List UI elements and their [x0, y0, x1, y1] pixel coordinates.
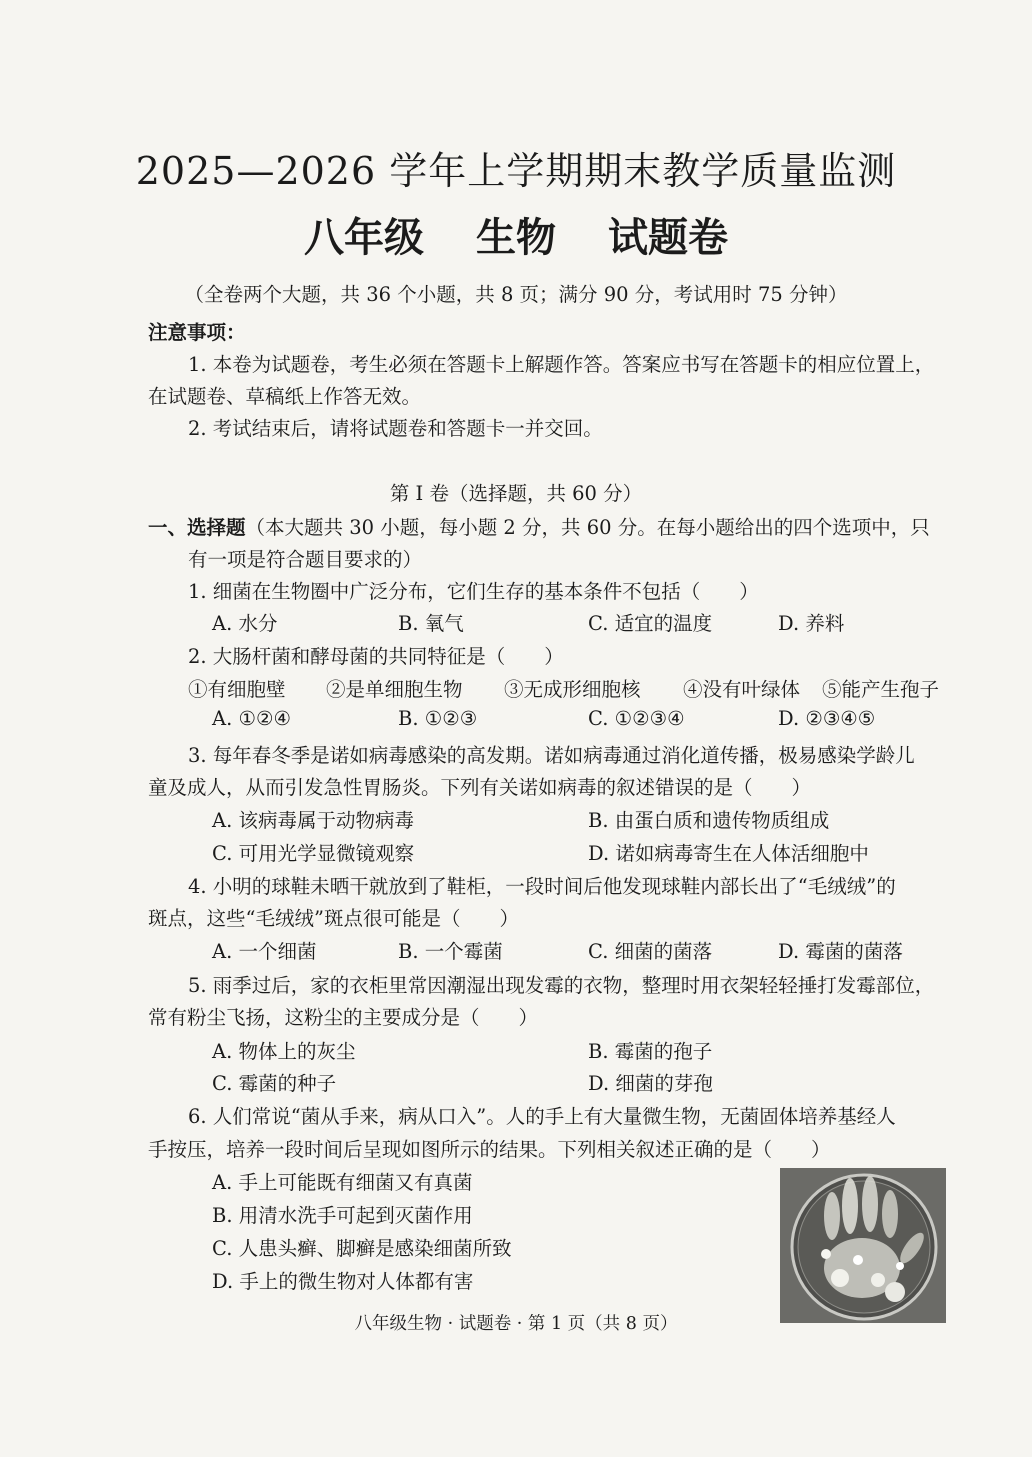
question-5-option-b: B. 霉菌的孢子	[588, 1040, 713, 1063]
question-6-stem-line-1: 6. 人们常说“菌从手来，病从口入”。人的手上有大量微生物，无菌固体培养基经人	[188, 1105, 896, 1128]
question-5-stem-line-2: 常有粉尘飞扬，这粉尘的主要成分是（ ）	[148, 1006, 539, 1029]
question-3-stem-line-2: 童及成人，从而引发急性胃肠炎。下列有关诺如病毒的叙述错误的是（ ）	[148, 776, 812, 799]
question-5-option-c: C. 霉菌的种子	[212, 1072, 337, 1095]
petri-dish-handprint-photo	[780, 1168, 946, 1323]
question-1-option-d: D. 养料	[778, 612, 845, 635]
grade-label: 八年级	[304, 215, 424, 261]
petri-dish-icon	[780, 1168, 946, 1323]
question-2-option-a: A. ①②④	[212, 707, 291, 730]
question-1-stem: 1. 细菌在生物圈中广泛分布，它们生存的基本条件不包括（ ）	[188, 580, 759, 603]
question-4-option-a: A. 一个细菌	[212, 940, 317, 963]
question-4-stem-line-1: 4. 小明的球鞋未晒干就放到了鞋柜，一段时间后他发现球鞋内部长出了“毛绒绒”的	[188, 875, 896, 898]
question-6-option-d: D. 手上的微生物对人体都有害	[212, 1270, 474, 1293]
question-6-option-b: B. 用清水洗手可起到灭菌作用	[212, 1204, 473, 1227]
question-2-statement-3: ③无成形细胞核	[504, 678, 641, 701]
part-description: （本大题共 30 小题，每小题 2 分，共 60 分。在每小题给出的四个选项中，只	[245, 516, 930, 539]
question-1-option-b: B. 氧气	[398, 612, 464, 635]
question-2-option-b: B. ①②③	[398, 707, 478, 730]
question-5-option-d: D. 细菌的芽孢	[588, 1072, 713, 1095]
question-3-stem-line-1: 3. 每年春冬季是诺如病毒感染的高发期。诺如病毒通过消化道传播，极易感染学龄儿	[188, 744, 915, 767]
question-2-stem: 2. 大肠杆菌和酵母菌的共同特征是（ ）	[188, 645, 564, 668]
question-3-option-d: D. 诺如病毒寄生在人体活细胞中	[588, 842, 869, 865]
question-6-option-a: A. 手上可能既有细菌又有真菌	[212, 1171, 473, 1194]
exam-title: 2025—2026 学年上学期期末教学质量监测	[135, 149, 897, 193]
question-2-option-d: D. ②③④⑤	[778, 707, 876, 730]
part-label: 一、选择题	[148, 516, 246, 539]
question-2-statement-5: ⑤能产生孢子	[822, 678, 940, 701]
notice-item-1-line-1: 1. 本卷为试题卷，考生必须在答题卡上解题作答。答案应书写在答题卡的相应位置上，	[188, 353, 935, 376]
part-description-line-2: 有一项是符合题目要求的）	[188, 548, 423, 571]
question-2-statement-1: ①有细胞壁	[188, 678, 286, 701]
question-2-option-c: C. ①②③④	[588, 707, 685, 730]
question-4-option-b: B. 一个霉菌	[398, 940, 503, 963]
question-2-statement-2: ②是单细胞生物	[326, 678, 463, 701]
question-6-stem-line-2: 手按压，培养一段时间后呈现如图所示的结果。下列相关叙述正确的是（ ）	[148, 1138, 831, 1161]
question-5-option-a: A. 物体上的灰尘	[212, 1040, 356, 1063]
subject-label: 生物	[476, 215, 556, 261]
question-3-option-c: C. 可用光学显微镜观察	[212, 842, 415, 865]
notice-item-1-line-2: 在试题卷、草稿纸上作答无效。	[148, 385, 422, 408]
question-3-option-a: A. 该病毒属于动物病毒	[212, 809, 414, 832]
question-4-option-d: D. 霉菌的菌落	[778, 940, 903, 963]
question-1-option-a: A. 水分	[212, 612, 278, 635]
exam-subtitle	[0, 206, 1032, 263]
notice-item-2: 2. 考试结束后，请将试题卷和答题卡一并交回。	[188, 417, 603, 440]
exam-info: （全卷两个大题，共 36 个小题，共 8 页；满分 90 分，考试用时 75 分钟）	[184, 283, 848, 306]
notice-heading: 注意事项：	[148, 321, 246, 344]
question-2-statement-4: ④没有叶绿体	[683, 678, 801, 701]
question-3-option-b: B. 由蛋白质和遗传物质组成	[588, 809, 830, 832]
question-6-option-c: C. 人患头癣、脚癣是感染细菌所致	[212, 1237, 512, 1260]
paper-type-label: 试题卷	[608, 215, 728, 261]
section-title: 第 I 卷（选择题，共 60 分）	[389, 482, 643, 505]
part-heading	[148, 512, 930, 540]
question-4-stem-line-2: 斑点，这些“毛绒绒”斑点很可能是（ ）	[148, 907, 519, 930]
question-4-option-c: C. 细菌的菌落	[588, 940, 713, 963]
question-1-option-c: C. 适宜的温度	[588, 612, 713, 635]
page-footer: 八年级生物 · 试题卷 · 第 1 页（共 8 页）	[354, 1314, 678, 1334]
question-5-stem-line-1: 5. 雨季过后，家的衣柜里常因潮湿出现发霉的衣物，整理时用衣架轻轻捶打发霉部位，	[188, 974, 935, 997]
